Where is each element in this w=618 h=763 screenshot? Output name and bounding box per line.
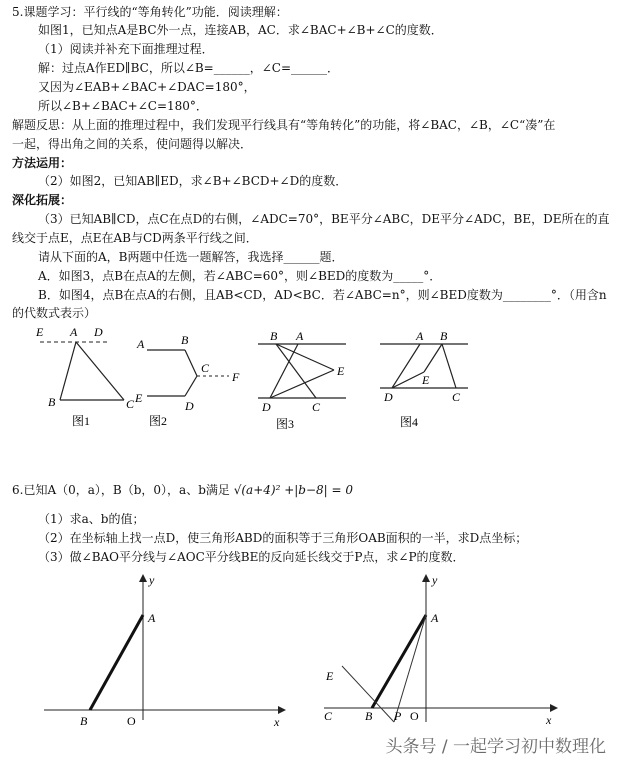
fig2-label-a: A [137,337,145,351]
fig4-label-a: A [416,329,424,343]
fig6r-label-a: A [431,611,439,625]
watermark: 头条号 / 一起学习初中数理化 [385,737,606,757]
fig4-caption: 图4 [400,415,419,429]
p5-line: （1）阅读并补充下面推理过程． [38,42,214,56]
figure-4 [372,328,477,436]
p6-formula: √(a+4)² +|b−8| = 0 [233,483,354,497]
fig2-caption: 图2 [149,414,168,428]
fig4-label-c: C [452,390,461,404]
fig4-label-e: E [422,373,430,387]
p6-statement [12,482,353,498]
p5-line: 解：过点A作ED∥BC，所以∠B=______，∠C=______． [38,61,340,75]
fig1-label-d: D [94,325,103,339]
p5-heading: 方法运用： [12,156,73,170]
fig3-label-d: D [262,400,271,414]
fig6l-label-y: y [149,573,155,587]
fig6l-label-a: A [148,611,156,625]
fig2-label-b: B [181,333,189,347]
fig3-label-c: C [312,400,321,414]
p5-title: 5.课题学习：平行线的“等角转化”功能．阅读理解： [12,5,288,19]
p5-line: 线交于点E，点E在AB与CD两条平行线之间． [12,231,258,245]
figure-6-right [318,570,568,730]
fig2-label-c: C [201,361,210,375]
fig2-label-f: F [232,370,240,384]
fig6l-label-x: x [274,715,280,729]
fig1-caption: 图1 [72,414,91,428]
fig3-label-b: B [270,329,278,343]
p5-line: A．如图3，点B在点A的左侧，若∠ABC=60°，则∠BED的度数为_____°． [38,269,442,283]
figure-1 [30,322,135,434]
p5-reflection: 解题反思：从上面的推理过程中，我们发现平行线具有“等角转化”的功能，将∠BAC，∠B，∠C“凑”在 [12,118,556,132]
fig6r-label-y: y [432,573,438,587]
fig3-label-e: E [337,364,345,378]
p5-line: 一起，得出角之间的关系，使问题得以解决． [12,137,253,151]
figure-3 [248,328,358,436]
p5-heading: 深化拓展： [12,193,73,207]
p5-line: 请从下面的A，B两题中任选一题解答，我选择______题． [38,250,344,264]
fig1-label-e: E [36,325,44,339]
fig2-label-d: D [185,399,194,413]
fig3-label-a: A [296,329,304,343]
p6-stmt-text: 6.已知A（0，a），B（b，0），a、b满足 [12,483,230,497]
p6-q3: （3）做∠BAO平分线与∠AOC平分线BE的反向延长线交于P点，求∠P的度数． [38,550,465,564]
fig6r-label-x: x [546,713,552,727]
fig1-label-b: B [48,395,56,409]
fig1-label-c: C [126,397,135,411]
p5-line: 所以∠B+∠BAC+∠C=180°． [38,99,208,113]
p5-line: 如图1，已知点A是BC外一点，连接AB，AC．求∠BAC+∠B+∠C的度数． [38,23,443,37]
fig4-label-d: D [384,390,393,404]
fig6r-label-o: O [410,709,419,723]
p5-line: B．如图4，点B在点A的右侧，且AB<CD，AD<BC．若∠ABC=n°，则∠BED度数为________°．（用含n [38,288,607,302]
fig6l-label-b: B [80,714,88,728]
fig3-caption: 图3 [276,417,295,431]
fig6r-label-p: P [394,709,402,723]
p5-line: 的代数式表示） [12,306,97,320]
fig6r-label-c: C [324,709,333,723]
p6-q2: （2）在坐标轴上找一点D，使三角形ABD的面积等于三角形OAB面积的一半，求D点坐标； [38,531,528,545]
p6-q1: （1）求a、b的值； [38,512,145,526]
fig6r-label-b: B [365,709,373,723]
figure-2 [125,330,250,434]
fig1-label-a: A [70,325,78,339]
fig2-label-e: E [135,391,143,405]
figure-6-left [38,570,288,730]
fig4-label-b: B [440,329,448,343]
fig6l-label-o: O [127,714,136,728]
p5-line: （2）如图2，已知AB∥ED，求∠B+∠BCD+∠D的度数． [38,174,348,188]
p5-line: （3）已知AB∥CD，点C在点D的右侧，∠ADC=70°，BE平分∠ABC，DE平分∠ADC，BE，DE所在的直 [38,212,610,226]
fig6r-label-e: E [326,669,334,683]
p5-line: 又因为∠EAB+∠BAC+∠DAC=180°， [38,80,256,94]
